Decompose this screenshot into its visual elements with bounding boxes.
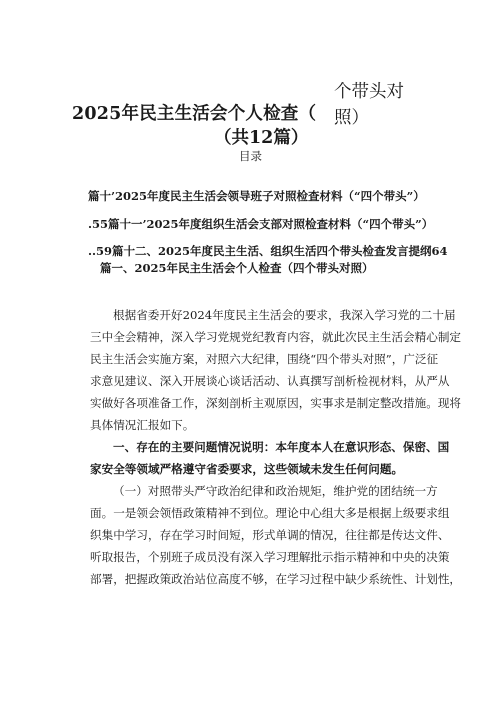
paragraph-line: （一）对照带头严守政治纪律和政治规矩，维护党的团结统一方 <box>113 484 438 498</box>
paragraph-line: 求意见建议、深入开展谈心谈话活动、认真撰写剖析检视材料，从严从 <box>90 374 450 388</box>
document-title-overflow-1: 个带头对 <box>334 82 404 102</box>
paragraph-line: 根据省委开好2024年度民主生活会的要求，我深入学习党的二十届 <box>113 308 456 322</box>
document-body <box>90 304 462 590</box>
paragraph-line: 织集中学习，存在学习时间短，形式单调的情况，往往都是传达文件、 <box>90 528 450 542</box>
section-heading: 篇一、2025年民主生活会个人检查（四个带头对照） <box>100 261 374 275</box>
paragraph-line: 部署，把握政策政治站位高度不够，在学习过程中缺少系统性、计划性， <box>90 572 462 586</box>
toc-entry[interactable]: ..59篇十二、2025年度民主生活、组织生活四个带头检查发言提纲64 <box>88 244 448 258</box>
paragraph-line: 面。一是领会领悟政策精神不到位。理论中心组大多是根据上级要求组 <box>90 506 450 520</box>
section-heading-line: 一、存在的主要问题情况说明：本年度本人在意识形态、保密、国 <box>113 440 450 454</box>
paragraph-line: 实做好各项准备工作，深刻剖析主观原因，实事求是制定整改措施。现将 <box>90 396 462 410</box>
toc-entry[interactable]: 篇十’2025年度民主生活会领导班子对照检查材料（“四个带头”） <box>88 189 425 203</box>
toc-entry[interactable]: .55篇十一’2025年度组织生活会支部对照检查材料（“四个带头”） <box>88 217 434 231</box>
document-title-count: （共12篇） <box>214 128 309 148</box>
paragraph-line: 听取报告，个别班子成员没有深入学习理解批示指示精神和中央的决策 <box>90 550 450 564</box>
paragraph-line: 具体情况汇报如下。 <box>90 418 195 432</box>
section-heading-line: 家安全等领域严格遵守省委要求，这些领域未发生任何问题。 <box>90 462 404 476</box>
document-title-overflow-2: 照） <box>334 108 369 128</box>
paragraph-line: 三中全会精神，深入学习党规党纪教育内容，就此次民主生活会精心制定 <box>90 330 462 344</box>
paragraph-line: 民主生活会实施方案，对照六大纪律，围绕“四个带头对照”，广泛征 <box>90 352 439 366</box>
document-title: 2025年民主生活会个人检查（ <box>72 104 317 124</box>
toc-heading: 目录 <box>239 149 262 163</box>
